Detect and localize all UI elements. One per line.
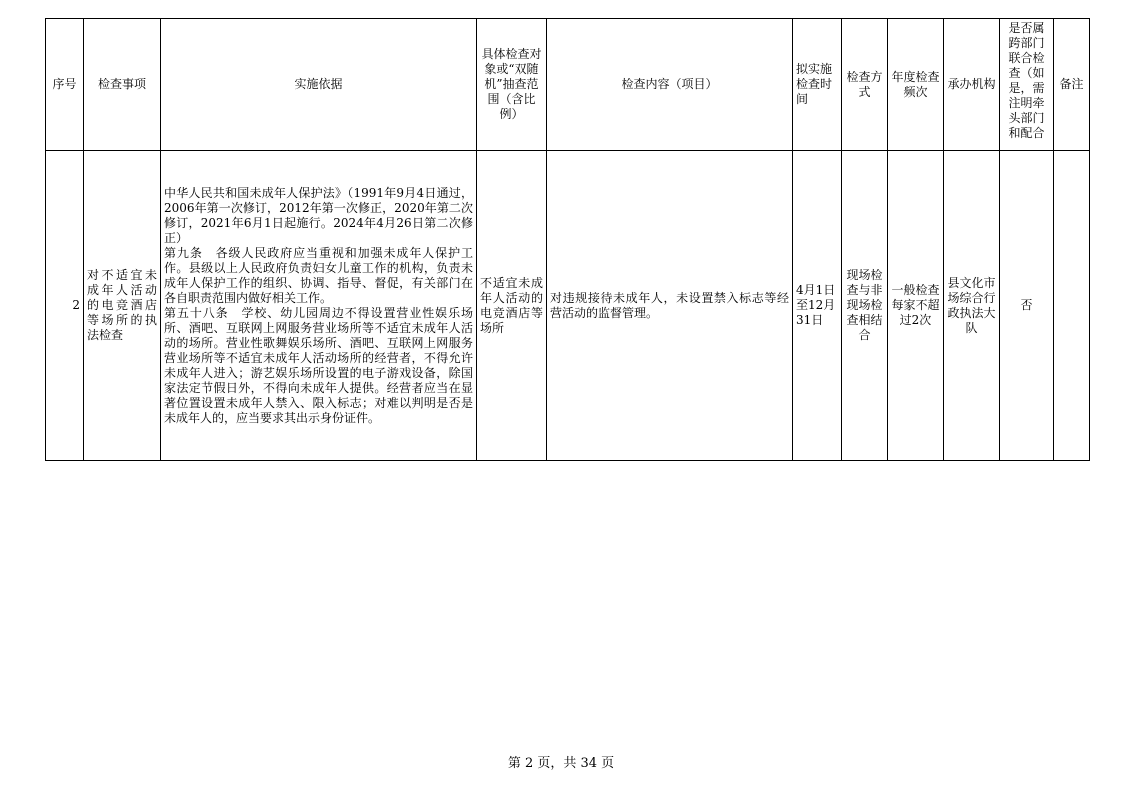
cell-seq: 2 bbox=[46, 151, 84, 461]
basis-article-9: 第九条 各级人民政府应当重视和加强未成年人保护工作。县级以上人民政府负责妇女儿童工作的机构，负责未成年人保护工作的组织、协调、指导、督促，有关部门在各自职责范围内做好相关工作。 bbox=[164, 245, 473, 305]
cell-method: 现场检查与非现场检查相结合 bbox=[842, 151, 888, 461]
header-agency: 承办机构 bbox=[944, 19, 1000, 151]
cell-basis bbox=[161, 151, 477, 461]
cell-time: 4月1日至12月31日 bbox=[793, 151, 842, 461]
cell-item: 对不适宜未成年人活动的电竞酒店等场所的执法检查 bbox=[84, 151, 161, 461]
header-frequency: 年度检查频次 bbox=[888, 19, 944, 151]
cell-frequency: 一般检查每家不超过2次 bbox=[888, 151, 944, 461]
header-row bbox=[46, 19, 1090, 151]
header-item: 检查事项 bbox=[84, 19, 161, 151]
cell-target: 不适宜未成年人活动的电竞酒店等场所 bbox=[477, 151, 547, 461]
cell-joint: 否 bbox=[1000, 151, 1054, 461]
header-time: 拟实施检查时间 bbox=[793, 19, 842, 151]
header-method: 检查方式 bbox=[842, 19, 888, 151]
cell-content: 对违规接待未成年人，未设置禁入标志等经营活动的监督管理。 bbox=[547, 151, 793, 461]
cell-agency: 县文化市场综合行政执法大队 bbox=[944, 151, 1000, 461]
basis-law-title: 中华人民共和国未成年人保护法》（1991年9月4日通过，2006年第一次修订，2012年第一次修正，2020年第二次修订，2021年6月1日起施行。2024年4月26日第二次修正） bbox=[164, 185, 473, 245]
cell-remark bbox=[1054, 151, 1090, 461]
header-remark: 备注 bbox=[1054, 19, 1090, 151]
inspection-table bbox=[45, 18, 1090, 461]
header-seq: 序号 bbox=[46, 19, 84, 151]
header-content: 检查内容（项目） bbox=[547, 19, 793, 151]
table-row bbox=[46, 151, 1090, 461]
header-basis: 实施依据 bbox=[161, 19, 477, 151]
basis-article-58: 第五十八条 学校、幼儿园周边不得设置营业性娱乐场所、酒吧、互联网上网服务营业场所等不适宜未成年人活动的场所。营业性歌舞娱乐场所、酒吧、互联网上网服务营业场所等不适宜未成年人活动场所的经营者，不得允许未成年人进入；游艺娱乐场所设置的电子游戏设备，除国家法定节假日外，不得向未成年人提供。经营者应当在显著位置设置未成年人禁入、限入标志；对难以判明是否是未成年人的，应当要求其出示身份证件。 bbox=[164, 305, 473, 425]
header-joint: 是否属跨部门联合检查（如是，需注明牵头部门和配合 bbox=[1000, 19, 1054, 151]
page-footer: 第 2 页，共 34 页 bbox=[507, 756, 615, 771]
header-target: 具体检查对象或“双随机”抽查范围（含比例） bbox=[477, 19, 547, 151]
